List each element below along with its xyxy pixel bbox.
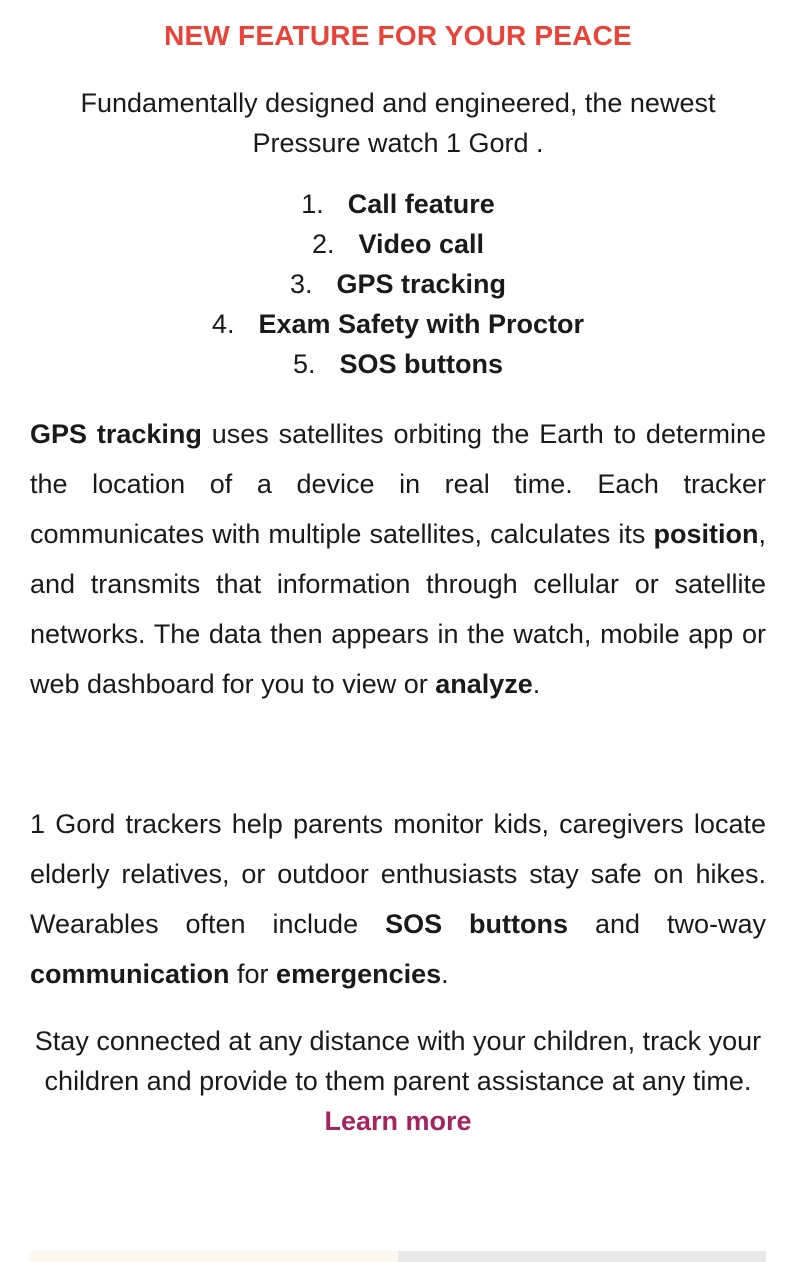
bold-term: communication (30, 959, 230, 989)
list-item-number: 5. (292, 349, 316, 379)
bold-term: GPS tracking (30, 419, 202, 449)
list-item (30, 344, 766, 384)
list-item-number: 2. (311, 229, 335, 259)
paragraph-text: , and transmits that information through cellular or satellite networks. The data then appears in the watch, mobile app or web dashboard for you to view or (30, 519, 766, 699)
learn-more-link[interactable]: Learn more (324, 1106, 472, 1136)
list-item-label: GPS tracking (336, 269, 507, 299)
list-item-number: 4. (211, 309, 235, 339)
paragraph-text: . (532, 669, 541, 699)
strip-left-panel (30, 1251, 398, 1262)
list-item-label: Call feature (347, 189, 495, 219)
list-item (30, 184, 766, 224)
gps-tracking-paragraph (30, 409, 766, 709)
list-item (30, 224, 766, 264)
bottom-image-strip (30, 1251, 766, 1262)
bold-term: emergencies (276, 959, 442, 989)
closing-paragraph (30, 1021, 766, 1141)
trackers-paragraph (30, 799, 766, 999)
list-item (30, 304, 766, 344)
paragraph-text: for (229, 959, 277, 989)
feature-list (30, 184, 766, 384)
bold-term: SOS buttons (385, 909, 569, 939)
list-item-number: 3. (289, 269, 313, 299)
list-item-number: 1. (301, 189, 324, 219)
bold-term: position (653, 519, 759, 549)
paragraph-text: . (441, 959, 449, 989)
closing-text: Stay connected at any distance with your children, track your children and provide to them parent assistance at any time. (34, 1026, 762, 1096)
feature-headline: NEW FEATURE FOR YOUR PEACE (164, 20, 632, 51)
paragraph-text: and two-way (568, 909, 767, 939)
list-item-label: Exam Safety with Proctor (258, 309, 585, 339)
list-item-label: SOS buttons (339, 349, 504, 379)
strip-right-panel (398, 1251, 766, 1262)
list-item-label: Video call (358, 229, 485, 259)
paragraph-text: 1 Gord trackers help parents monitor kids, caregivers locate elderly relatives, or outdoor enthusiasts stay safe on hikes. Wearables often include (30, 809, 766, 939)
article-content (30, 0, 766, 1141)
list-item (30, 264, 766, 304)
intro-text: Fundamentally designed and engineered, the newest Pressure watch 1 Gord . (80, 88, 716, 158)
paragraph-text: uses satellites orbiting the Earth to determine the location of a device in real time. Each tracker communicates with multiple satellites, calculates its (30, 419, 766, 549)
bold-term: analyze (435, 669, 533, 699)
